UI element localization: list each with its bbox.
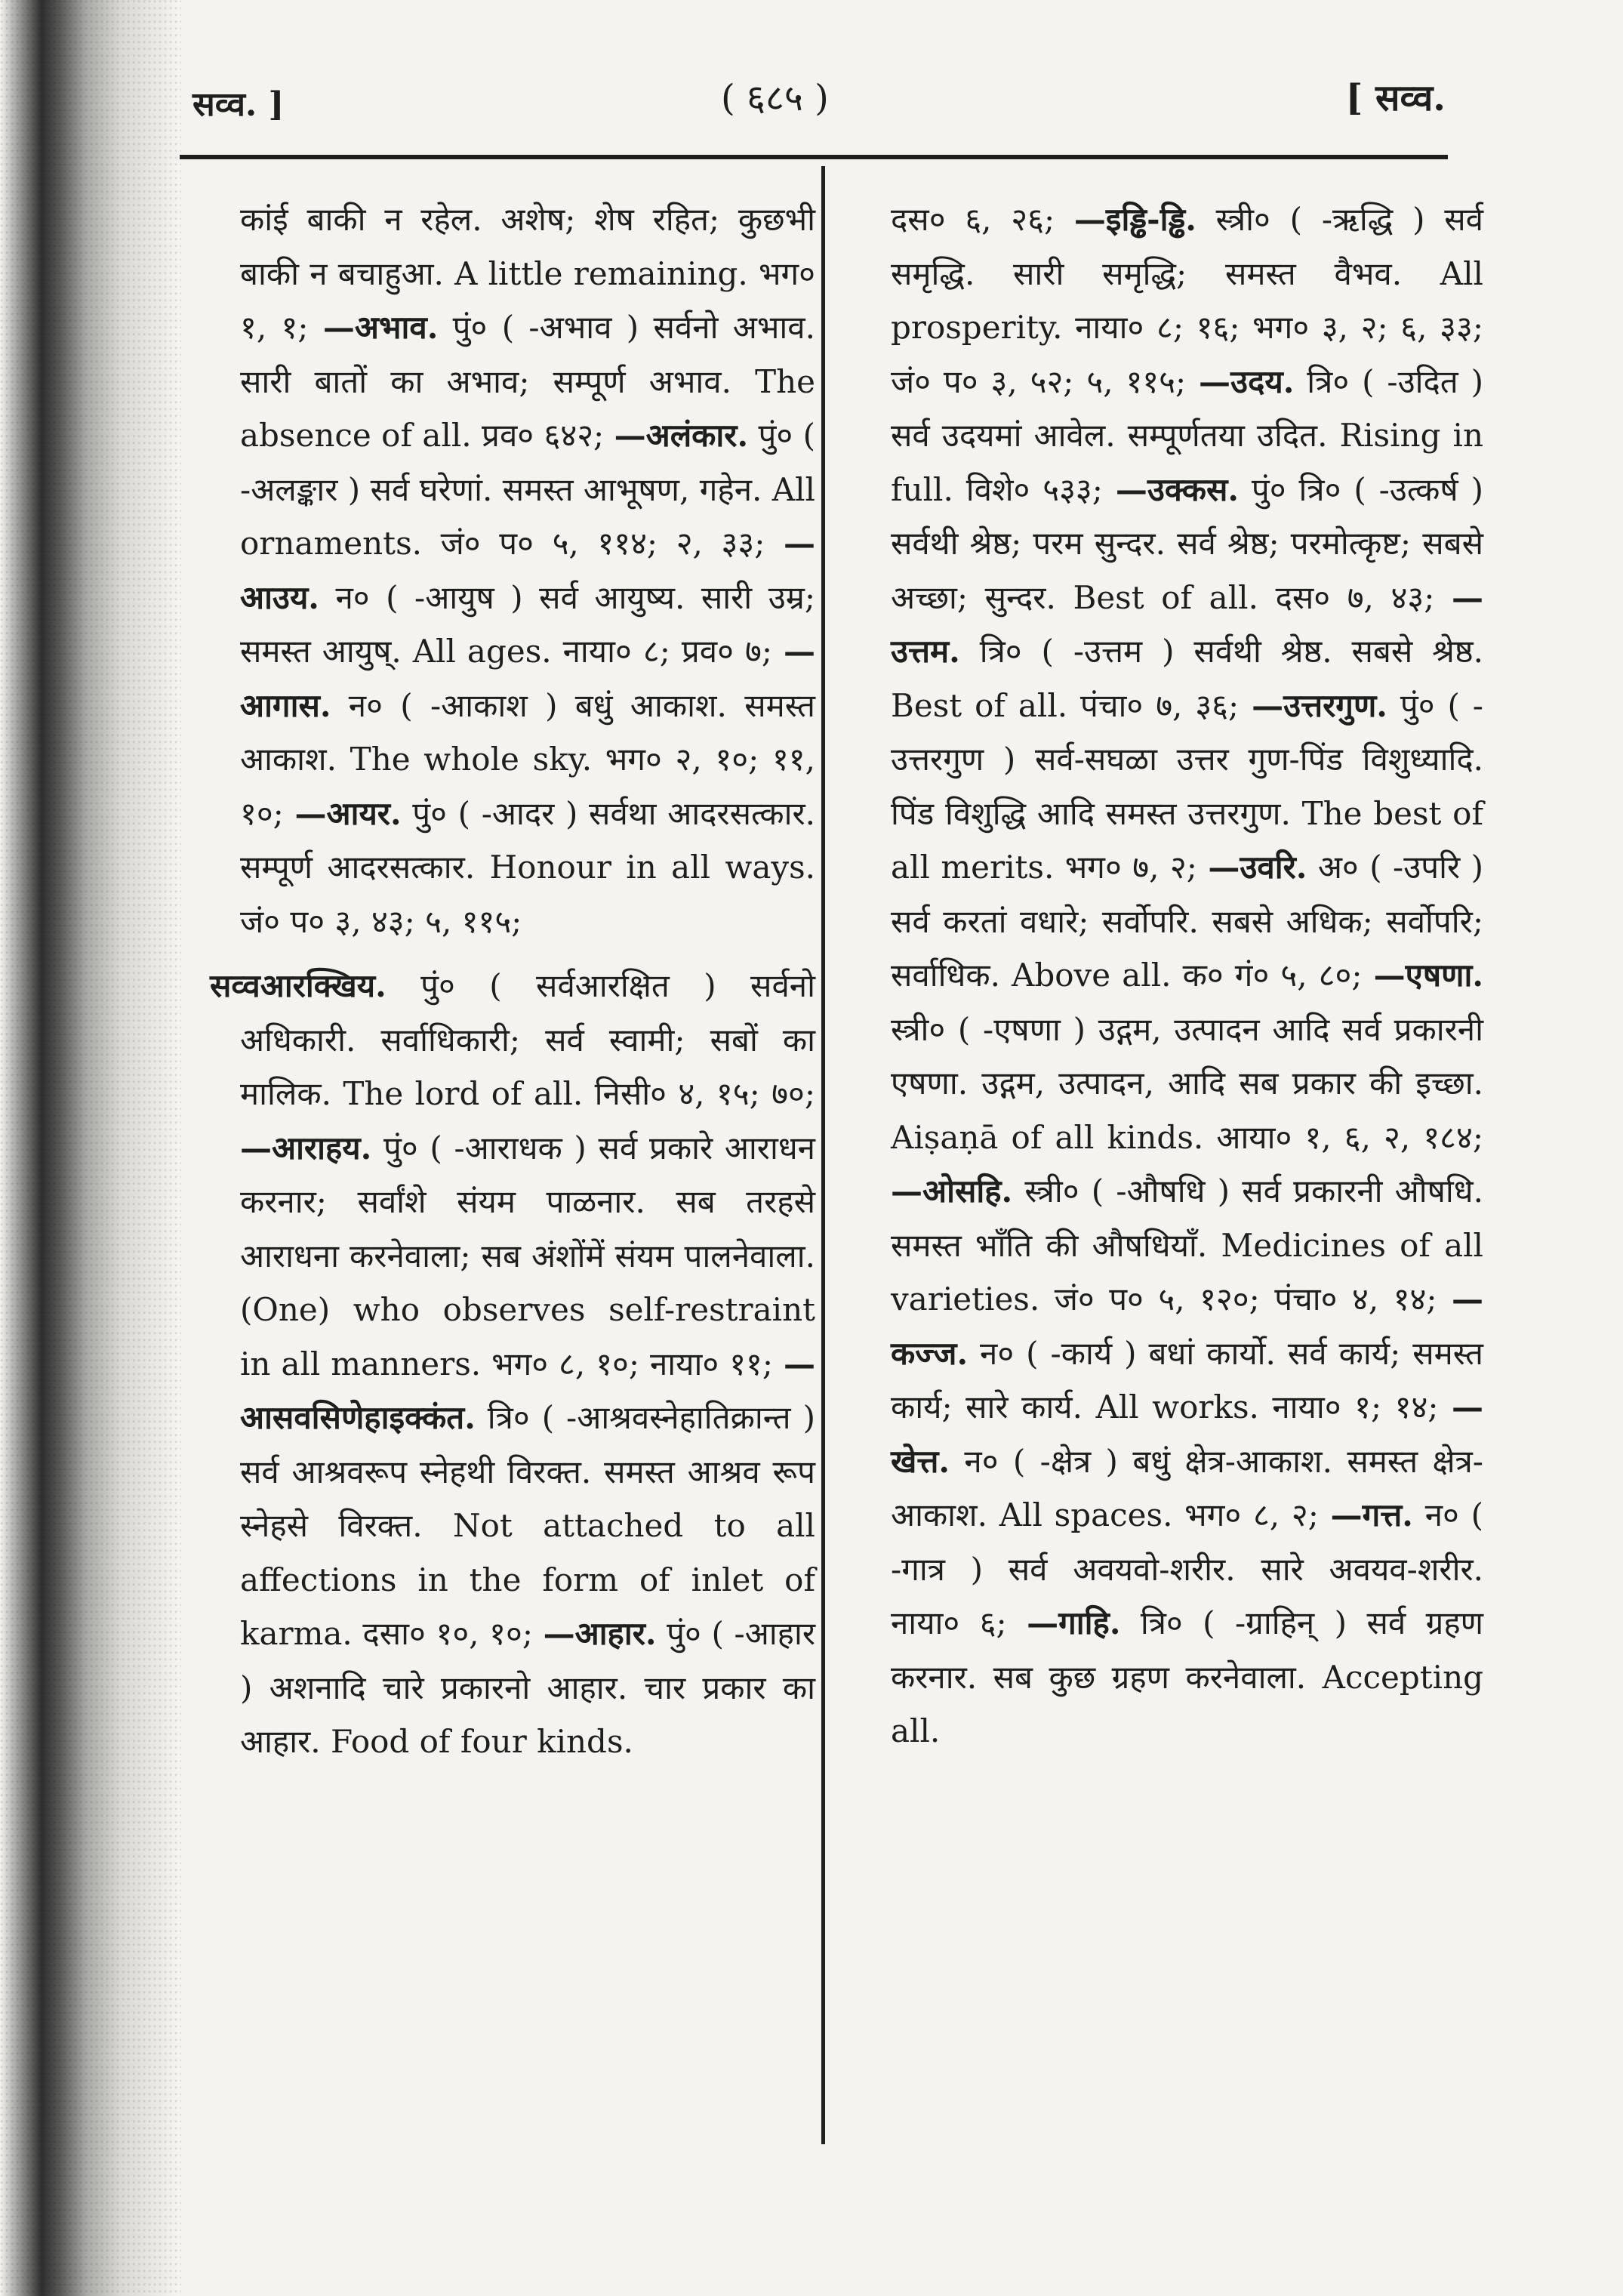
subentry-headword: —अलंकार. bbox=[614, 417, 749, 454]
page-number: ( ६८५ ) bbox=[721, 77, 829, 119]
entry-text: अ० ( -उपरि ) सर्व करतां वधारे; सर्वोपरि. सबसे अधिक; सर्वोपरि; सर्वाधिक. Above all. क० गं० ५, ८०; bbox=[891, 849, 1483, 994]
subentry-headword: —उत्तरगुण. bbox=[1252, 686, 1387, 724]
subentry-headword: —एषणा. bbox=[1373, 957, 1483, 994]
subentry-headword: —गाहि. bbox=[1027, 1604, 1121, 1641]
left-column bbox=[210, 193, 816, 1769]
subentry-headword: —अभाव. bbox=[322, 309, 439, 346]
page-header bbox=[192, 66, 1446, 134]
entry-text: पुं० ( -आराधक ) सर्व प्रकारे आराधन करनार; सर्वांशे संयम पाळनार. सब तरहसे आराधना करनेवाला; सब अंशोंमें संयम पालनेवाला. (One) who observes self-restraint in all manners. भग० ८, १०; नाया० ११; bbox=[240, 1129, 815, 1382]
subentry-headword: —आहार. bbox=[543, 1615, 657, 1652]
entry-text: कांई बाकी न रहेल. अशेष; शेष रहित; कुछभी बाकी न बचाहुआ. A little remaining. भग० १, १; bbox=[240, 201, 815, 346]
subentry-headword: —ओसहि. bbox=[891, 1173, 1013, 1210]
subentry-headword: —खेत्त. bbox=[891, 1388, 1483, 1480]
header-rule bbox=[180, 155, 1448, 159]
subentry-headword: —गत्त. bbox=[1330, 1496, 1413, 1533]
right-guide-word: [ सव्व. bbox=[1345, 77, 1446, 119]
entry-text: त्रि० ( -उदित ) सर्व उदयमां आवेल. सम्पूर्णतया उदित. Rising in full. विशे० ५३३; bbox=[891, 362, 1484, 508]
subentry-headword: —आउय. bbox=[240, 525, 815, 616]
subentry-headword: —उदय. bbox=[1199, 362, 1295, 400]
right-column bbox=[891, 193, 1483, 1758]
column-divider bbox=[821, 166, 825, 2144]
subentry-headword: —आराहय. bbox=[240, 1129, 372, 1166]
entry-text: पुं० ( -आहार ) अशनादि चारे प्रकारनो आहार. चार प्रकार का आहार. Food of four kinds. bbox=[240, 1615, 816, 1760]
entry-text: दस० ६, २६; bbox=[891, 201, 1074, 238]
entry-text: पुं० ( -आदर ) सर्वथा आदरसत्कार. सम्पूर्ण आदरसत्कार. Honour in all ways. जं० प० ३, ४३; ५, ११५; bbox=[240, 794, 815, 940]
subentry-headword: —इड्ढि-ड्ढि. bbox=[1073, 201, 1196, 238]
entry-text: त्रि० ( -आश्रवस्नेहातिक्रान्त ) सर्व आश्रवरूप स्नेहथी विरक्त. समस्त आश्रव रूप स्नेहसे विरक्त. Not attached to all affections in the form of inlet of karma. दसा० १०, १०; bbox=[240, 1399, 815, 1652]
entry-text: पुं० ( -उत्तरगुण ) सर्व-सघळा उत्तर गुण-पिंड विशुध्यादि. पिंड विशुद्धि आदि समस्त उत्तरगुण. The best of all merits. भग० ७, २; bbox=[891, 686, 1483, 886]
entry-text: न० ( -कार्य ) बधां कार्यो. सर्व कार्य; समस्त कार्य; सारे कार्य. All works. नाया० १; १४; bbox=[891, 1334, 1483, 1425]
dictionary-entry bbox=[210, 959, 816, 1769]
entry-text: स्त्री० ( -ऋद्धि ) सर्व समृद्धि. सारी समृद्धि; समस्त वैभव. All prosperity. नाया० ८; १६; भग० ३, २; ६, ३३; जं० प० ३, ५२; ५, ११५; bbox=[891, 201, 1483, 400]
entry-continuation bbox=[891, 193, 1483, 1758]
subentry-headword: —उवरि. bbox=[1208, 849, 1307, 886]
entry-text: स्त्री० ( -एषणा ) उद्गम, उत्पादन आदि सर्व प्रकारनी एषणा. उद्गम, उत्पादन, आदि सब प्रकार की इच्छा. Aiṣaṇā of all kinds. आया० १, ६, २, १८४; bbox=[891, 1010, 1483, 1156]
subentry-headword: —कज्ज. bbox=[891, 1281, 1483, 1372]
binding-shadow bbox=[0, 0, 181, 2296]
subentry-headword: —उत्तम. bbox=[891, 578, 1483, 670]
entry-text: न० ( -गात्र ) सर्व अवयवो-शरीर. सारे अवयव-शरीर. नाया० ६; bbox=[891, 1496, 1483, 1641]
entry-text: न० ( -क्षेत्र ) बधुं क्षेत्र-आकाश. समस्त क्षेत्र-आकाश. All spaces. भग० ८, २; bbox=[891, 1442, 1483, 1533]
entry-text: पुं० ( -अलङ्कार ) सर्व घरेणां. समस्त आभूषण, गहेन. All ornaments. जं० प० ५, ११४; २, ३३; bbox=[240, 417, 815, 562]
entry-text: पुं० ( सर्वआरक्षित ) सर्वनो अधिकारी. सर्वाधिकारी; सर्व स्वामी; सबों का मालिक. The lord of all. निसी० ४, १५; ७०; bbox=[240, 967, 815, 1112]
entry-text: स्त्री० ( -औषधि ) सर्व प्रकारनी औषधि. समस्त भाँति की औषधियाँ. Medicines of all varieties. जं० प० ५, १२०; पंचा० ४, १४; bbox=[891, 1173, 1483, 1318]
subentry-headword: —आयर. bbox=[294, 794, 402, 832]
subentry-headword: —आसवसिणेहाइक्कंत. bbox=[240, 1345, 815, 1436]
left-guide-word: सव्व. ] bbox=[192, 85, 285, 124]
entry-continuation bbox=[240, 193, 815, 948]
entry-headword: सव्वआरक्खिय. bbox=[210, 967, 387, 1004]
entry-text: त्रि० ( -उत्तम ) सर्वथी श्रेष्ठ. सबसे श्रेष्ठ. Best of all. पंचा० ७, ३६; bbox=[891, 633, 1483, 724]
entry-text: पुं० ( -अभाव ) सर्वनो अभाव. सारी बातों का अभाव; सम्पूर्ण अभाव. The absence of all. प्रव० ६४२; bbox=[240, 309, 815, 454]
subentry-headword: —उक्कस. bbox=[1115, 470, 1240, 508]
entry-text: पुं० त्रि० ( -उत्कर्ष ) सर्वथी श्रेष्ठ; परम सुन्दर. सर्व श्रेष्ठ; परमोत्कृष्ट; सबसे अच्छा; सुन्दर. Best of all. दस० ७, ४३; bbox=[891, 470, 1483, 616]
entry-text: न० ( -आकाश ) बधुं आकाश. समस्त आकाश. The whole sky. भग० २, १०; ११, १०; bbox=[240, 686, 815, 832]
entry-text: न० ( -आयुष ) सर्व आयुष्य. सारी उम्र; समस्त आयुष्. All ages. नाया० ८; प्रव० ७; bbox=[240, 578, 815, 670]
subentry-headword: —आगास. bbox=[240, 633, 815, 724]
entry-text: त्रि० ( -ग्राहिन् ) सर्व ग्रहण करनार. सब कुछ ग्रहण करनेवाला. Accepting all. bbox=[891, 1604, 1483, 1749]
